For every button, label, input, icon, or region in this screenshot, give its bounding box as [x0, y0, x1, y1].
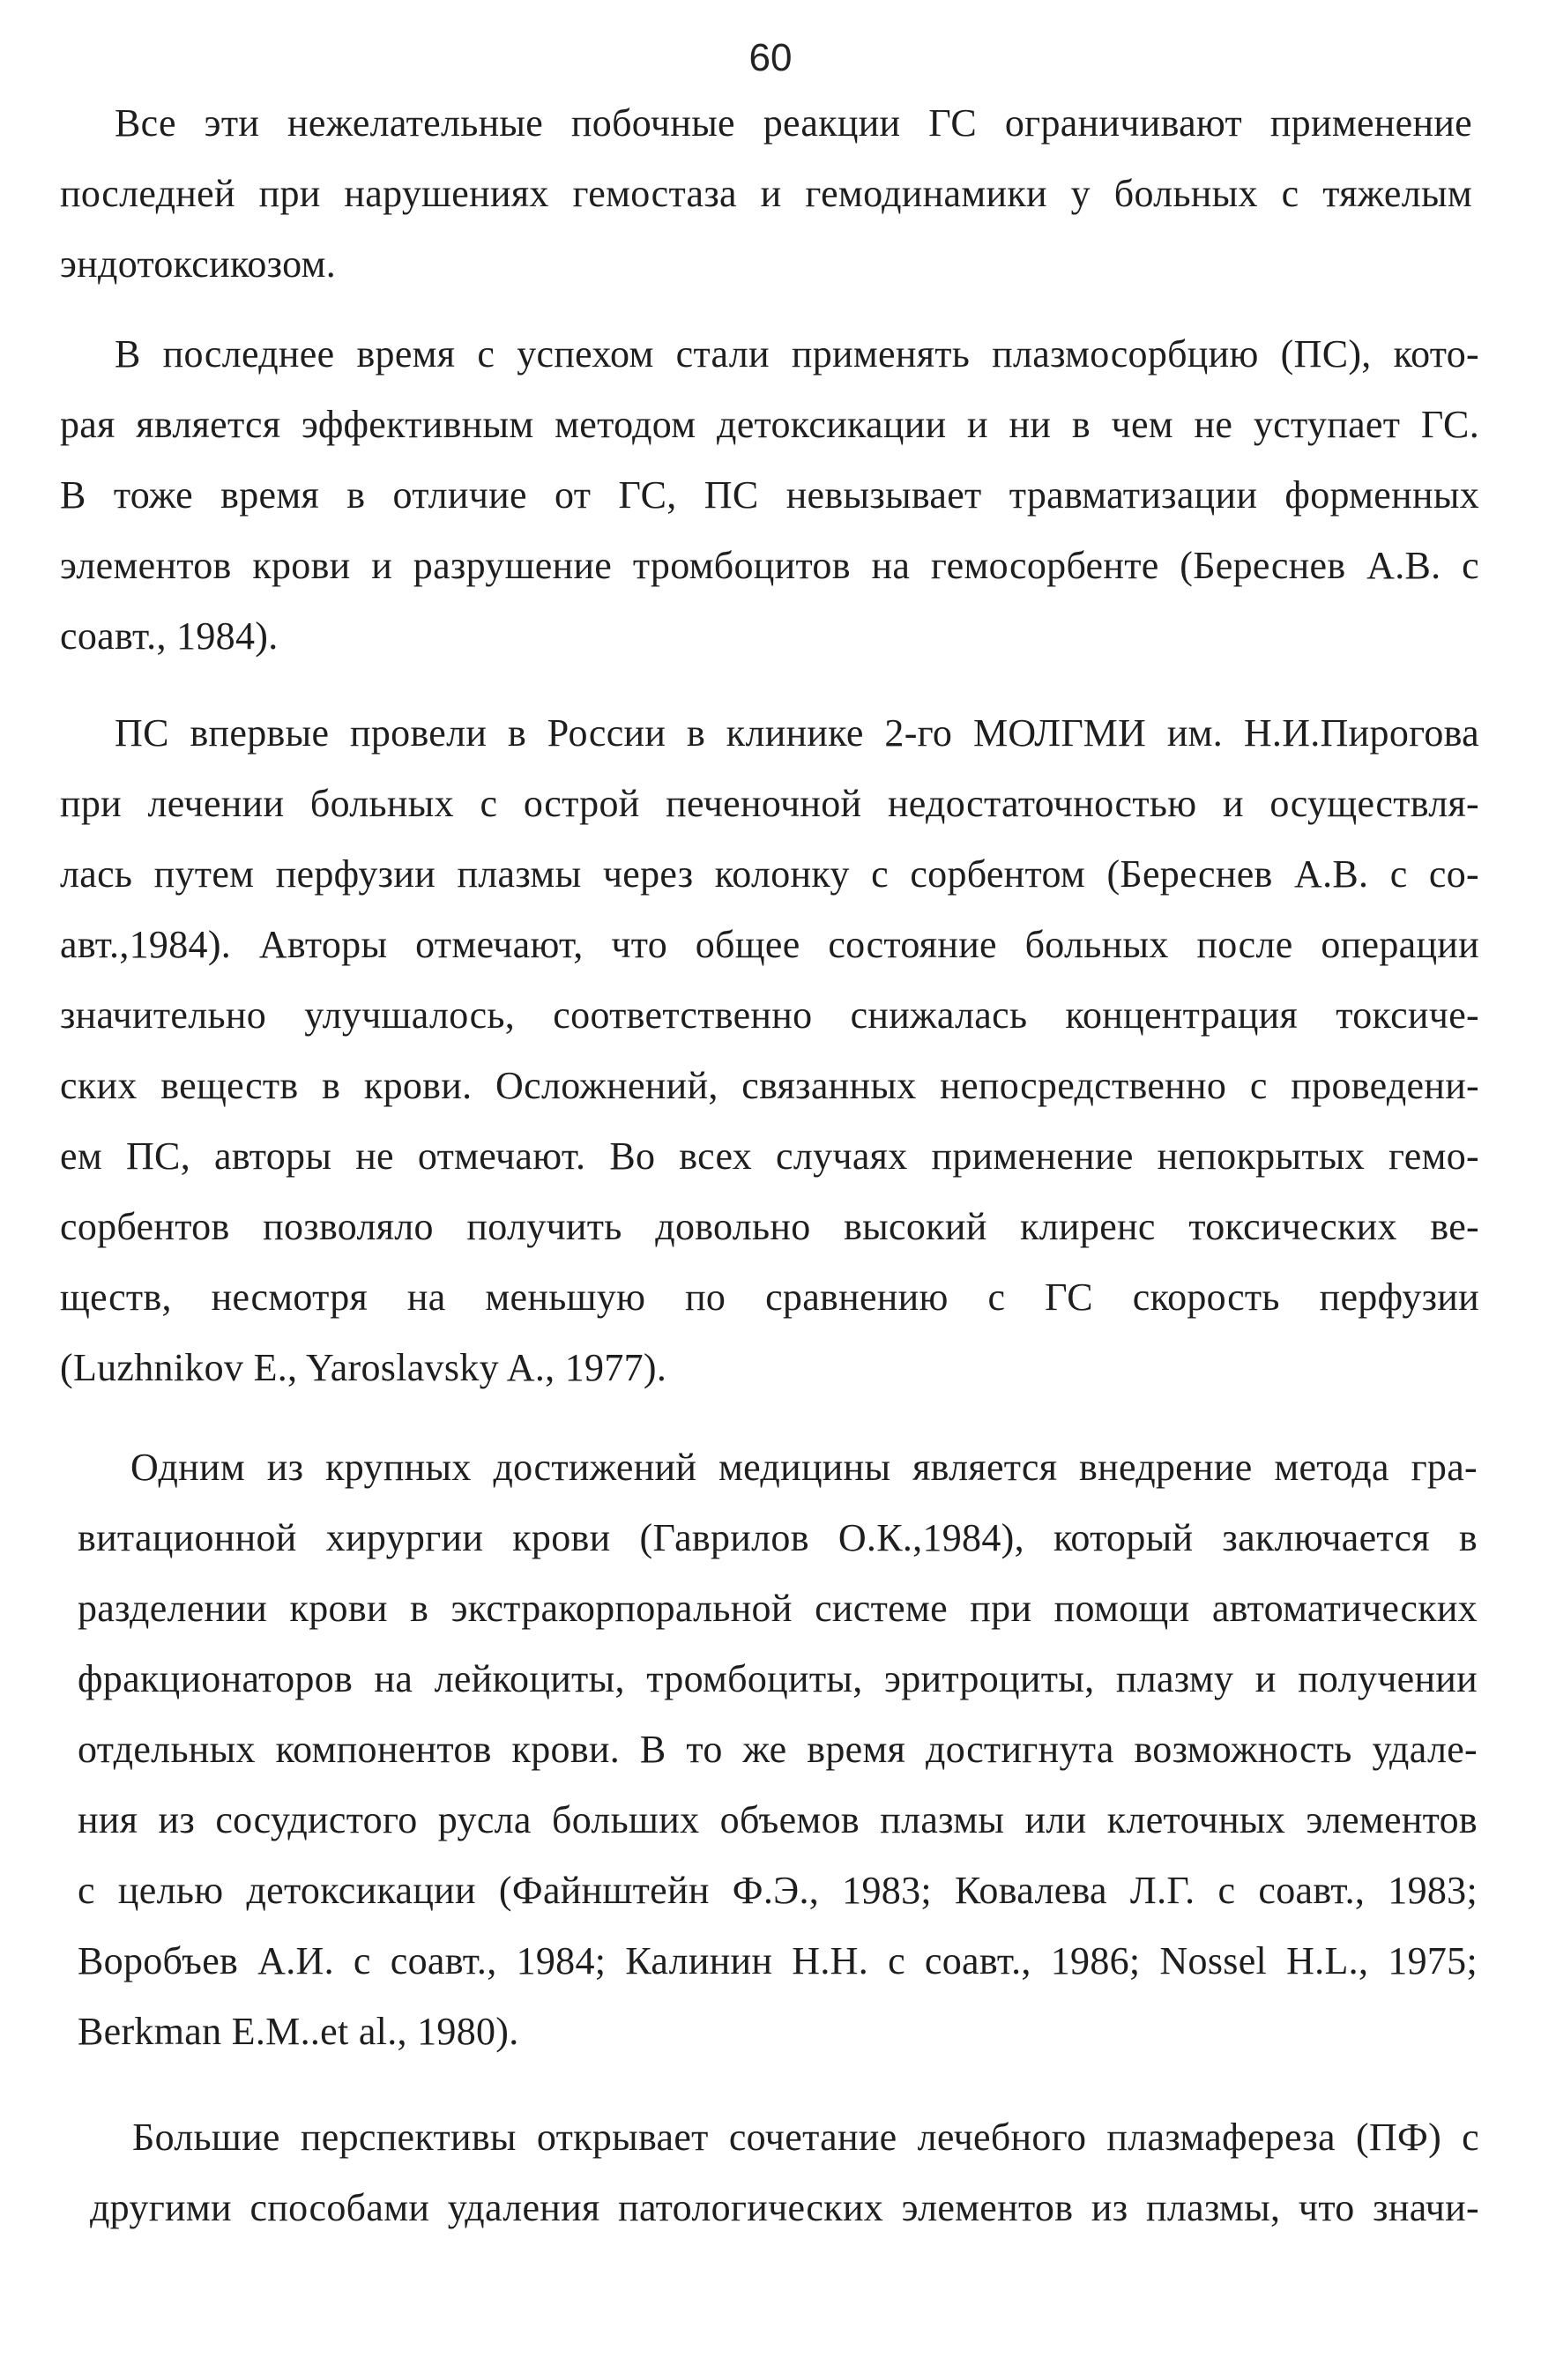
text-line: Одним из крупных достижений медицины является внедрение метода гра-: [130, 1446, 1478, 1489]
text-line: ем ПС, авторы не отмечают. Во всех случаях применение непокрытых гемо-: [60, 1134, 1479, 1178]
text-line: ния из сосудистого русла больших объемов плазмы или клеточных элементов: [78, 1798, 1478, 1841]
text-line: ПС впервые провели в России в клинике 2-го МОЛГМИ им. Н.И.Пирогова: [115, 711, 1479, 755]
text-line: (Luzhnikov E., Yaroslavsky A., 1977).: [60, 1346, 667, 1389]
text-line: последней при нарушениях гемостаза и гемодинамики у больных с тяжелым: [60, 172, 1472, 215]
text-line: В тоже время в отличие от ГС, ПС невызывает травматизации форменных: [60, 473, 1479, 517]
text-line: лась путем перфузии плазмы через колонку с сорбентом (Береснев А.В. с со-: [60, 852, 1479, 896]
text-line: элементов крови и разрушение тромбоцитов на гемосорбенте (Береснев А.В. с: [60, 544, 1479, 587]
text-line: витационной хирургии крови (Гаврилов О.К.,1984), который заключается в: [78, 1516, 1478, 1559]
text-line: ских веществ в крови. Осложнений, связанных непосредственно с проведени-: [60, 1064, 1479, 1107]
paragraph: [60, 319, 1479, 672]
text-line: фракционаторов на лейкоциты, тромбоциты, эритроциты, плазму и получении: [78, 1657, 1478, 1700]
text-line: В последнее время с успехом стали применять плазмосорбцию (ПС), кото-: [115, 332, 1479, 376]
paragraph: [60, 88, 1472, 300]
text-line: значительно улучшалось, соответственно снижалась концентрация токсиче-: [60, 993, 1479, 1037]
paragraph: [60, 698, 1479, 1403]
page-number: 60: [748, 36, 793, 79]
text-line: авт.,1984). Авторы отмечают, что общее состояние больных после операции: [60, 923, 1479, 966]
text-line: соавт., 1984).: [60, 614, 279, 658]
text-line: Berkman E.M..et al., 1980).: [78, 2010, 519, 2053]
text-line: рая является эффективным методом детоксикации и ни в чем не уступает ГС.: [60, 403, 1479, 446]
text-line: Большие перспективы открывает сочетание лечебного плазмафереза (ПФ) с: [132, 2116, 1479, 2159]
text-line: отдельных компонентов крови. В то же время достигнута возможность удале-: [78, 1728, 1478, 1771]
text-line: другими способами удаления патологических элементов из плазмы, что значи-: [90, 2186, 1479, 2229]
text-line: разделении крови в экстракорпоральной системе при помощи автоматических: [78, 1587, 1478, 1630]
text-line: Все эти нежелательные побочные реакции ГС ограничивают применение: [115, 101, 1472, 145]
paragraph: [90, 2102, 1479, 2243]
text-line: с целью детоксикации (Файнштейн Ф.Э., 1983; Ковалева Л.Г. с соавт., 1983;: [78, 1869, 1478, 1912]
text-line: Воробъев А.И. с соавт., 1984; Калинин Н.Н. с соавт., 1986; Nossel H.L., 1975;: [78, 1939, 1478, 1982]
text-line: при лечении больных с острой печеночной недостаточностью и осуществля-: [60, 782, 1479, 825]
paragraph: [78, 1432, 1478, 2067]
text-line: ществ, несмотря на меньшую по сравнению с ГС скорость перфузии: [60, 1276, 1479, 1319]
text-line: эндотоксикозом.: [60, 242, 337, 286]
text-line: сорбентов позволяло получить довольно высокий клиренс токсических ве-: [60, 1205, 1479, 1248]
